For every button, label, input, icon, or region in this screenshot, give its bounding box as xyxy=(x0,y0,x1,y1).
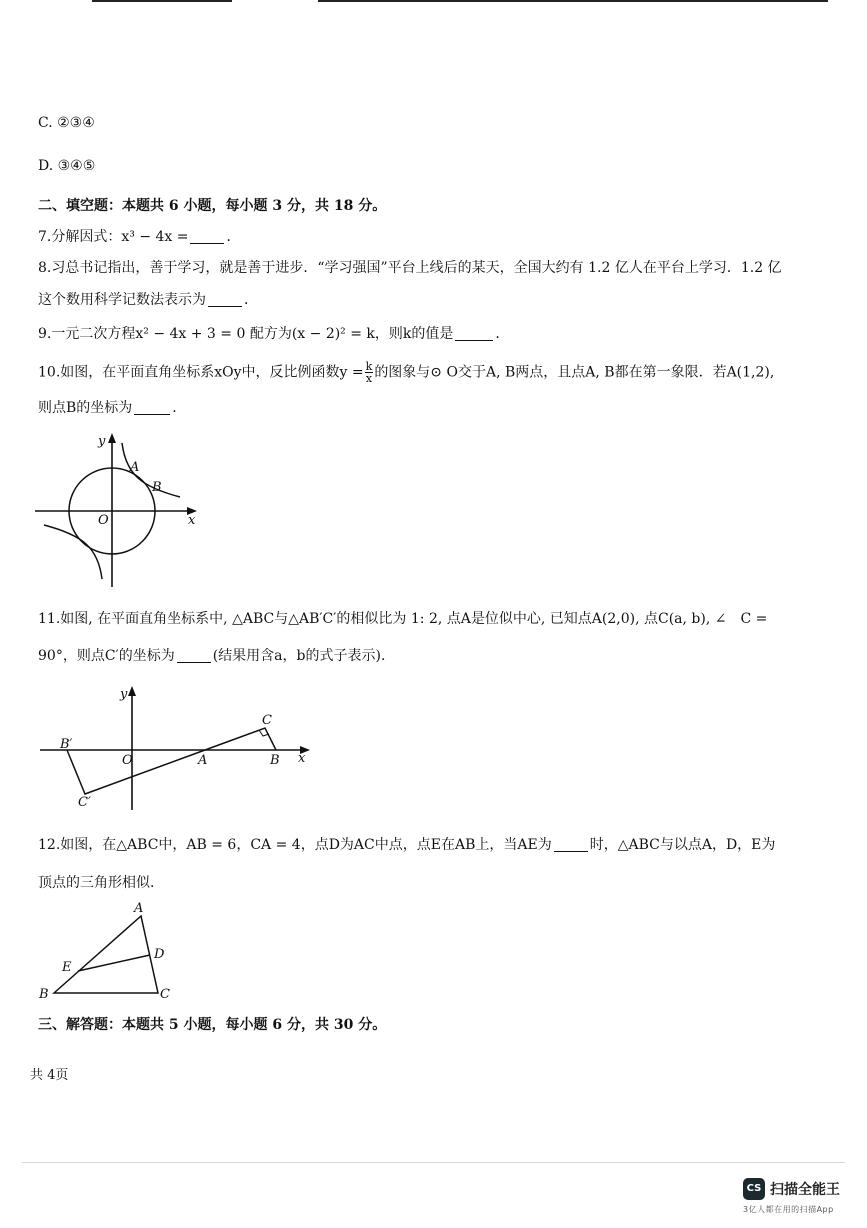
figure-q11-homothety xyxy=(36,680,326,815)
question-12-line1 xyxy=(38,836,775,854)
question-11-text-b: (结果用含a，b的式子表示). xyxy=(212,648,386,664)
label-a: A xyxy=(198,753,208,768)
watermark-subtitle: 3亿人都在用的扫描App xyxy=(743,1205,834,1214)
question-9: 9.一元二次方程x² − 4x + 3 = 0 配方为(x − 2)² = k，则k的值是 ． xyxy=(38,326,510,342)
label-x: x xyxy=(188,513,196,528)
page-count: 共 4页 xyxy=(30,1068,69,1083)
label-y: y xyxy=(98,434,106,449)
question-10-line1 xyxy=(38,361,774,384)
answer-blank xyxy=(455,326,493,341)
section2-title: 二、填空题：本题共 6 小题，每小题 3 分，共 18 分。 xyxy=(38,198,387,214)
question-10-text-a: 10.如图，在平面直角坐标系xOy中，反比例函数y = xyxy=(38,364,364,381)
answer-blank xyxy=(554,837,588,852)
answer-blank xyxy=(177,648,211,663)
question-8-line2: 这个数用科学记数法表示为 ． xyxy=(38,292,258,308)
label-b: B xyxy=(39,987,49,1002)
fraction-numerator: k xyxy=(365,360,373,373)
footer-divider xyxy=(22,1162,845,1163)
answer-blank xyxy=(208,292,242,307)
label-c: C xyxy=(262,713,272,728)
question-11-line1: 11.如图, 在平面直角坐标系中, △ABC与△AB′C′的相似比为 1: 2, 点A是位似中心, 已知点A(2,0), 点C(a, b), ∠ C = xyxy=(38,611,768,627)
question-10-text-b: 的图象与⊙ O交于A, B两点，且点A, B都在第一象限．若A(1,2), xyxy=(374,364,775,381)
question-8-line1: 8.习总书记指出，善于学习，就是善于进步．“学习强国”平台上线后的某天，全国大约有 1.2 亿人在平台上学习．1.2 亿 xyxy=(38,260,782,276)
label-o: O xyxy=(122,753,133,768)
scan-edge-mark-left xyxy=(92,0,232,2)
figure-q12-triangle xyxy=(36,898,186,1006)
watermark-name: 扫描全能王 xyxy=(770,1182,840,1198)
question-10-text-c: 则点B的坐标为 xyxy=(38,400,133,416)
triangle-abc xyxy=(205,728,276,750)
answer-blank xyxy=(134,400,170,415)
label-e: E xyxy=(62,960,72,975)
label-b: B xyxy=(270,753,280,768)
y-axis-arrow xyxy=(128,686,136,696)
option-d: D. ③④⑤ xyxy=(38,158,96,174)
fraction-denominator: x xyxy=(365,372,373,385)
fraction-k-over-x xyxy=(365,361,374,384)
label-x: x xyxy=(298,751,306,766)
label-b-prime: B′ xyxy=(60,737,73,752)
question-7-text: 7.分解因式：x³ − 4x = xyxy=(38,229,189,245)
option-c: C. ②③④ xyxy=(38,115,95,131)
question-12-text-b: 时，△ABC与以点A，D，E为 xyxy=(589,837,776,853)
question-9-text: 9.一元二次方程x² − 4x + 3 = 0 配方为(x − 2)² = k，则k的值是 xyxy=(38,326,454,342)
question-7: 7.分解因式：x³ − 4x = ． xyxy=(38,229,241,245)
label-c-prime: C′ xyxy=(78,795,91,810)
label-c: C xyxy=(160,987,170,1002)
label-d: D xyxy=(154,947,165,962)
scan-edge-mark-right xyxy=(318,0,828,2)
question-12-line2: 顶点的三角形相似. xyxy=(38,875,155,891)
scanner-watermark xyxy=(743,1176,853,1220)
question-12-text-a: 12.如图，在△ABC中，AB = 6，CA = 4，点D为AC中点，点E在AB上，当AE为 xyxy=(38,837,552,853)
question-11-text-a: 90°，则点C′的坐标为 xyxy=(38,648,175,664)
triangle-abc xyxy=(54,916,158,993)
label-o: O xyxy=(98,513,109,528)
label-a: A xyxy=(130,460,140,475)
label-a: A xyxy=(134,901,144,916)
camscanner-logo-icon: CS xyxy=(743,1178,765,1200)
label-y: y xyxy=(120,687,128,702)
triangle-ab2c2 xyxy=(67,750,208,794)
answer-blank xyxy=(190,229,224,244)
hyperbola-branch-2 xyxy=(44,525,102,579)
question-11-line2 xyxy=(38,647,385,665)
label-b: B xyxy=(152,480,162,495)
section3-title: 三、解答题：本题共 5 小题，每小题 6 分，共 30 分。 xyxy=(38,1017,387,1033)
figure-q10-circle-hyperbola xyxy=(30,425,210,595)
question-10-line2: 则点B的坐标为 ． xyxy=(38,400,187,416)
question-8-text: 这个数用科学记数法表示为 xyxy=(38,292,206,308)
y-axis-arrow xyxy=(108,433,116,443)
